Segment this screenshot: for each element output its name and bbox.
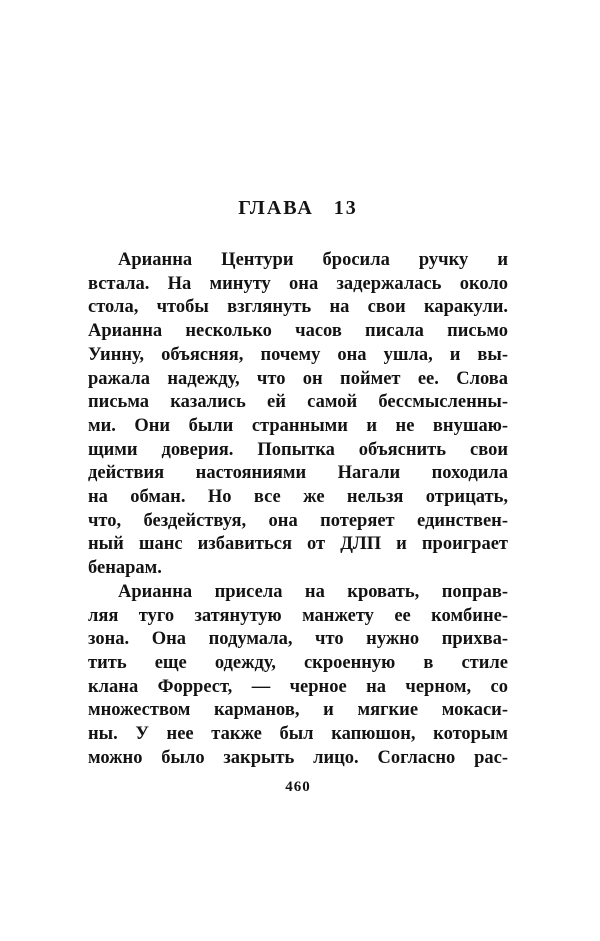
text-line: Арианна присела на кровать, поправ- xyxy=(118,581,508,602)
text-line: действия настояниями Нагали походила xyxy=(88,463,508,484)
text-line: Арианна несколько часов писала письмо xyxy=(88,321,508,342)
text-line: множеством карманов, и мягкие мокаси- xyxy=(88,700,508,721)
text-line: что, бездействуя, она потеряет единствен- xyxy=(88,510,508,531)
text-line: ляя туго затянутую манжету ее комбине- xyxy=(88,605,508,626)
paragraph xyxy=(88,249,508,581)
text-line: ражала надежду, что он поймет ее. Слова xyxy=(88,368,508,389)
text-line: Уинну, объясняя, почему она ушла, и вы- xyxy=(88,344,508,365)
text-line: письма казались ей самой бессмысленны- xyxy=(88,392,508,413)
text-line: можно было закрыть лицо. Согласно рас- xyxy=(88,747,508,768)
text-line: тить еще одежду, скроенную в стиле xyxy=(88,652,508,673)
text-line: Арианна Центури бросила ручку и xyxy=(118,250,508,270)
text-line: ны. У нее также был капюшон, которым xyxy=(88,724,508,745)
body-text xyxy=(88,249,508,770)
page-number: 460 xyxy=(285,779,311,795)
text-line: встала. На минуту она задержалась около xyxy=(88,273,508,294)
paragraph xyxy=(88,581,508,771)
text-line: бенарам. xyxy=(88,558,162,579)
text-line: ный шанс избавиться от ДЛП и проиграет xyxy=(88,534,508,555)
text-line: щими доверия. Попытка объяснить свои xyxy=(88,439,508,460)
text-line: ми. Они были странными и не внушаю- xyxy=(88,415,508,436)
text-line: клана Форрест, — черное на черном, со xyxy=(88,676,508,697)
text-line: стола, чтобы взглянуть на свои каракули. xyxy=(88,297,508,318)
text-line: зона. Она подумала, что нужно прихва- xyxy=(88,629,508,650)
chapter-heading: ГЛАВА 13 xyxy=(238,197,358,219)
text-line: на обман. Но все же нельзя отрицать, xyxy=(88,487,508,508)
